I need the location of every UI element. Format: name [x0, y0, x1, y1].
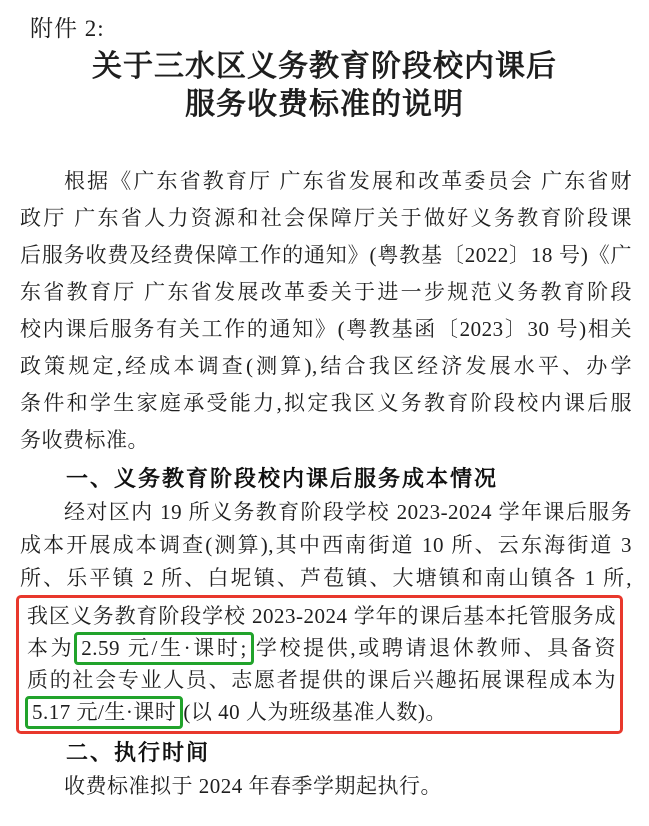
document-title-line1: 关于三水区义务教育阶段校内课后 [92, 50, 557, 83]
text-line [27, 696, 616, 728]
section-1-heading: 一、义务教育阶段校内课后服务成本情况 [66, 466, 499, 491]
text-line [27, 632, 616, 664]
text-line: 东省教育厅 广东省发展改革委关于进一步规范义务教育阶段 [20, 280, 632, 304]
document-title [0, 48, 649, 124]
text-line: 我区义务教育阶段学校 2023-2024 学年的课后基本托管服务成 [27, 604, 616, 628]
text-line: 条件和学生家庭承受能力,拟定我区义务教育阶段校内课后服 [20, 391, 632, 415]
text-line: 所、乐平镇 2 所、白坭镇、芦苞镇、大塘镇和南山镇各 1 所, [20, 566, 632, 590]
section-1-paragraph [20, 496, 632, 734]
text-run: (以 40 人为班级基准人数)。 [183, 700, 447, 724]
text-line: 务收费标准。 [20, 428, 149, 452]
green-highlight-box-interest-fee: 5.17 元/生·课时 [25, 696, 183, 729]
text-line: 校内课后服务有关工作的通知》(粤教基函〔2023〕30 号)相关 [20, 317, 632, 341]
green-highlight-box-basic-fee: 2.59 元/生·课时; [74, 632, 254, 665]
text-line: 后服务收费及经费保障工作的通知》(粤教基〔2022〕18 号)《广 [20, 243, 632, 267]
text-line: 质的社会专业人员、志愿者提供的课后兴趣拓展课程成本为 [27, 668, 616, 692]
document-title-line2: 服务收费标准的说明 [185, 88, 464, 121]
attachment-label: 附件 2: [30, 16, 105, 41]
red-annotation-box [16, 595, 623, 734]
text-run: 学校提供,或聘请退休教师、具备资 [253, 636, 616, 660]
intro-paragraph [20, 163, 632, 459]
text-line: 经对区内 19 所义务教育阶段学校 2023-2024 学年课后服务 [64, 500, 632, 524]
section-2-paragraph [20, 770, 632, 803]
document-body [20, 163, 632, 803]
text-line: 成本开展成本调查(测算),其中西南街道 10 所、云东海街道 3 [20, 533, 632, 557]
text-line: 政厅 广东省人力资源和社会保障厅关于做好义务教育阶段课 [20, 206, 632, 230]
text-run: 本为 [27, 636, 75, 660]
section-2-heading: 二、执行时间 [66, 740, 211, 765]
text-line: 收费标准拟于 2024 年春季学期起执行。 [64, 774, 442, 798]
text-line: 政策规定,经成本调查(测算),结合我区经济发展水平、办学 [20, 354, 632, 378]
text-line: 根据《广东省教育厅 广东省发展和改革委员会 广东省财 [64, 169, 632, 193]
